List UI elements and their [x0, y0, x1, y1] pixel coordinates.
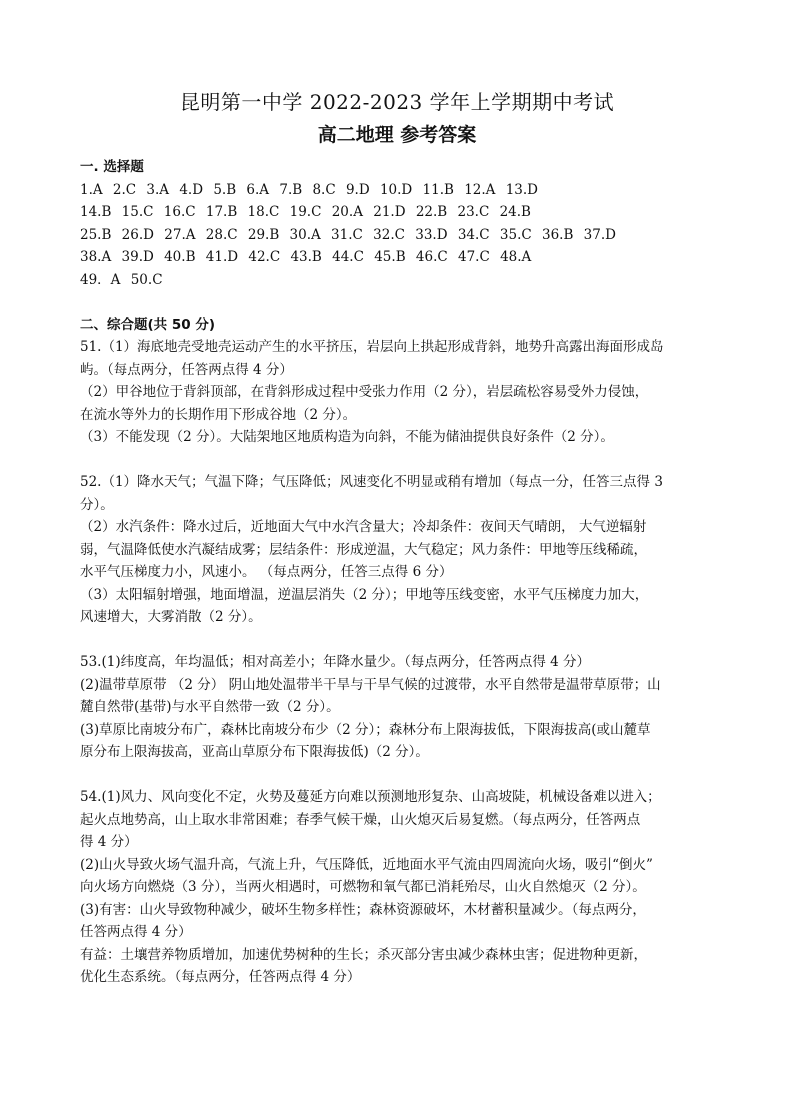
answer-content [80, 156, 720, 989]
section-heading-comprehensive: 二、综合题(共 50 分) [80, 316, 216, 333]
answer-line: 风速增大，大雾消散（2 分）。 [80, 609, 262, 625]
answer-line: 任答两点得 4 分） [80, 924, 192, 940]
answer-line: 有益：土壤营养物质增加，加速优势树种的生长；杀灭部分害虫减少森林虫害；促进物种更新， [80, 946, 647, 963]
answer-line: 起火点地势高，山上取水非常困难；春季气候干燥，山火熄灭后易复燃。（每点两分，任答两点 [80, 811, 641, 828]
question-53 [80, 651, 720, 764]
answer-line: 弱，气温降低使水汽凝结成雾；层结条件：形成逆温，大气稳定；风力条件：甲地等压线稀疏， [80, 541, 647, 558]
choice-answer-row: 49．A 50.C [80, 271, 163, 288]
answer-line: （3）太阳辐射增强，地面增温，逆温层消失（2 分）；甲地等压线变密，水平气压梯度力加大， [80, 586, 649, 603]
answer-line: 51.（1）海底地壳受地壳运动产生的水平挤压，岩层向上拱起形成背斜，地势升高露出海面形成岛 [80, 339, 664, 355]
answer-line: 52.（1）降水天气；气温下降；气压降低；风速变化不明显或稍有增加（每点一分，任答三点得 3 [80, 474, 663, 490]
question-51 [80, 336, 720, 449]
answer-line: 得 4 分） [80, 834, 138, 850]
exam-subtitle: 高二地理 参考答案 [317, 124, 477, 146]
question-52 [80, 471, 720, 629]
choice-answer-row: 1.A 2.C 3.A 4.D 5.B 6.A 7.B 8.C 9.D 10.D 11.B 12.A 13.D [80, 181, 539, 198]
answer-line: 麓自然带(基带)与水平自然带一致（2 分）。 [80, 699, 340, 715]
answer-line: 分）。 [80, 496, 114, 513]
answer-line: 54.(1)风力、风向变化不定，火势及蔓延方向难以预测地形复杂、山高坡陡，机械设备难以进入； [80, 789, 661, 805]
answer-line: 优化生态系统。（每点两分，任答两点得 4 分） [80, 969, 361, 985]
section-heading-choice: 一. 选择题 [80, 159, 144, 175]
answer-line: (3)草原比南坡分布广，森林比南坡分布少（2 分）；森林分布上限海拔低，下限海拔高(或山麓草 [80, 721, 651, 738]
answer-line: 在流水等外力的长期作用下形成谷地（2 分）。 [80, 406, 357, 423]
question-54 [80, 786, 720, 989]
answer-line: (2)山火导致火场气温升高，气流上升，气压降低，近地面水平气流由四周流向火场，吸引“倒火” [80, 856, 653, 873]
answer-line: 向火场方向燃烧（3 分），当两火相遇时，可燃物和氧气都已消耗殆尽，山火自然熄灭（2 分）。 [80, 879, 646, 895]
answer-line: （2）水汽条件：降水过后，近地面大气中水汽含量大；冷却条件：夜间天气晴朗， 大气逆辐射 [80, 519, 647, 535]
choice-answer-row: 38.A 39.D 40.B 41.D 42.C 43.B 44.C 45.B 46.C 47.C 48.A [80, 249, 532, 265]
answer-line: 水平气压梯度力小，风速小。 （每点两分，任答三点得 6 分） [80, 564, 453, 580]
answer-line: （3）不能发现（2 分）。大陆架地区地质构造为向斜，不能为储油提供良好条件（2 分）。 [80, 429, 614, 445]
answer-line: 53.(1)纬度高，年均温低；相对高差小；年降水量少。（每点两分，任答两点得 4 分） [80, 654, 591, 670]
answer-line: 原分布上限海拔高，亚高山草原分布下限海拔低)（2 分）。 [80, 744, 429, 760]
choice-answer-row: 14.B 15.C 16.C 17.B 18.C 19.C 20.A 21.D 22.B 23.C 24.B [80, 204, 531, 220]
answer-line: 屿。（每点两分，任答两点得 4 分） [80, 361, 293, 378]
answer-line: (2)温带草原带 （2 分） 阴山地处温带半干旱与干旱气候的过渡带，水平自然带是温带草原带；山 [80, 676, 661, 693]
exam-title: 昆明第一中学 2022-2023 学年上学期期中考试 [179, 90, 615, 114]
choice-answer-row: 25.B 26.D 27.A 28.C 29.B 30.A 31.C 32.C 33.D 34.C 35.C 36.B 37.D [80, 226, 616, 243]
answer-line: (3)有害：山火导致物种减少，破坏生物多样性；森林资源破坏，木材蓄积量减少。（每点两分， [80, 901, 646, 918]
answer-line: （2）甲谷地位于背斜顶部，在背斜形成过程中受张力作用（2 分），岩层疏松容易受外力侵蚀， [80, 384, 649, 400]
